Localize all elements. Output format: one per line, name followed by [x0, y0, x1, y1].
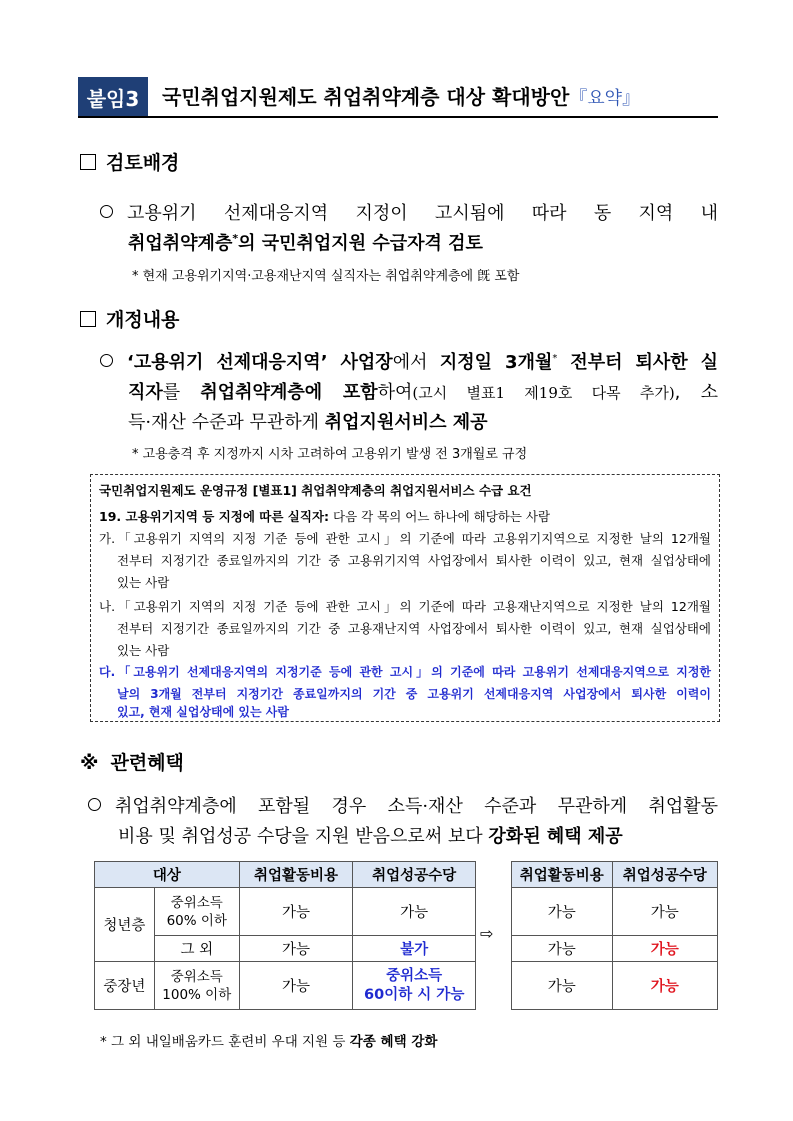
cell: 가능: [239, 962, 353, 1010]
header-target: 대상: [95, 862, 240, 888]
youth-sub-income-60: [154, 888, 239, 936]
bold-text: 취업취약계층에 포함: [200, 382, 378, 403]
regulation-item-ga-line3: 있는 사람: [117, 575, 170, 590]
text: 를: [162, 382, 201, 403]
cell-conditional: [353, 962, 476, 1010]
background-note: * 현재 고용위기지역·고용재난지역 실직자는 취업취약계층에 旣 포함: [132, 269, 520, 284]
cell-allowed-highlight: 가능: [612, 962, 718, 1010]
footnote-mark: *: [552, 353, 558, 364]
benefits-footnote: [100, 1030, 437, 1050]
checkbox-square-icon: [80, 154, 96, 170]
youth-sub-other: 그 외: [154, 936, 239, 962]
after-benefit-table: [511, 861, 718, 1010]
regulation-item-da-line1: 다.「고용위기 선제대응지역의 지정기준 등에 관한 고시」의 기준에 따라 고용위기 선제대응지역으로 지정한: [99, 665, 711, 679]
text: 하여: [377, 382, 413, 403]
cell: 가능: [612, 888, 718, 936]
regulation-item-na-line2: 전부터 지정기간 종료일까지의 기간 중 고용재난지역 사업장에서 퇴사한 이력이 있고, 현재 실업상태에: [117, 621, 711, 636]
mid-sub-income-100: [154, 962, 239, 1010]
text: , 소: [674, 382, 718, 403]
text: 100% 이하: [162, 986, 232, 1003]
text: 중위소득: [170, 894, 223, 911]
regulation-item-ga-line2: 전부터 지정기간 종료일까지의 기간 중 고용위기지역 사업장에서 퇴사한 이력이 있고, 현재 실업상태에: [117, 553, 711, 568]
text: 득·재산 수준과 무관하게: [128, 412, 325, 433]
background-paragraph-line1: [100, 199, 718, 225]
title-suffix: 『요약』: [569, 88, 641, 109]
section-heading-benefits: [80, 748, 184, 775]
regulation-item-na-line1: 나.「고용위기 지역의 지정 기준 등에 관한 고시」의 기준에 따라 고용재난지역으로 지정한 날의 12개월: [99, 599, 711, 614]
bold-text: ‘고용위기 선제대응지역’ 사업장: [127, 352, 393, 373]
cell: 가능: [353, 888, 476, 936]
before-benefit-table: [94, 861, 476, 1010]
header-success-allowance: 취업성공수당: [612, 862, 718, 888]
background-paragraph-line2: [128, 229, 483, 255]
section-heading-revision: [80, 305, 179, 332]
title-text: 국민취업지원제도 취업취약계층 대상 확대방안: [162, 85, 570, 109]
bold-text: 전부터 퇴사한 실: [557, 352, 719, 373]
cell-allowed-highlight: 가능: [612, 936, 718, 962]
page-title: [162, 81, 640, 110]
section-title: 개정내용: [106, 309, 180, 331]
bold-text: 19. 고용위기지역 등 지정에 따른 실직자:: [99, 509, 330, 524]
section-heading-background: [80, 148, 179, 175]
benefits-line1: [88, 792, 718, 818]
text: 60% 이하: [166, 912, 227, 929]
text: 중위소득: [386, 967, 443, 984]
row-label-middle-aged: 중장년: [95, 962, 155, 1010]
cell: 가능: [512, 936, 613, 962]
regulation-item-19: [99, 507, 550, 525]
checkbox-square-icon: [80, 311, 96, 327]
revision-note: * 고용충격 후 지정까지 시차 고려하여 고용위기 발생 전 3개월로 규정: [132, 447, 528, 462]
arrow-right-icon: ⇨: [480, 924, 494, 943]
text: 다음 각 목의 어느 하나에 해당하는 사람: [329, 509, 551, 524]
header-activity-cost: 취업활동비용: [239, 862, 353, 888]
text: 취업취약계층에 포함될 경우 소득·재산 수준과 무관하게 취업활동: [115, 796, 718, 817]
regulation-item-da-line2: 날의 3개월 전부터 지정기간 종료일까지의 기간 중 고용위기 선제대응지역 사업장에서 퇴사한 이력이: [117, 687, 711, 701]
section-title: 관련혜택: [110, 752, 184, 774]
revision-line3: [128, 408, 488, 434]
text: (고시 별표1 제19호 다목 추가): [412, 384, 675, 402]
bold-text: 직자: [128, 382, 163, 403]
cell: 가능: [239, 936, 353, 962]
header-activity-cost: 취업활동비용: [512, 862, 613, 888]
revision-line1: [100, 348, 718, 374]
regulation-item-da-line3: 있고, 현재 실업상태에 있는 사람: [117, 705, 289, 719]
text: * 그 외 내일배움카드 훈련비 우대 지원 등: [100, 1034, 350, 1050]
revision-line2: [128, 378, 718, 404]
bold-text: 의 국민취업지원 수급자격 검토: [238, 233, 483, 254]
regulation-item-ga-line1: 가.「고용위기 지역의 지정 기준 등에 관한 고시」의 기준에 따라 고용위기지역으로 지정한 날의 12개월: [99, 531, 711, 546]
text: 에서: [392, 352, 440, 373]
circle-bullet-icon: [88, 798, 101, 811]
text: 고용위기 선제대응지역 지정이 고시됨에 따라 동 지역 내: [127, 203, 718, 224]
reference-mark-icon: ※: [80, 752, 99, 774]
bold-text: 강화된 혜택 제공: [488, 826, 623, 847]
regulation-title: 국민취업지원제도 운영규정 [별표1] 취업취약계층의 취업지원서비스 수급 요건: [99, 483, 532, 498]
text: 60이하 시 가능: [364, 986, 465, 1003]
text: 비용 및 취업성공 수당을 지원 받음으로써 보다: [118, 826, 489, 847]
row-label-youth: 청년층: [95, 888, 155, 962]
regulation-box: [90, 474, 720, 722]
cell: 가능: [239, 888, 353, 936]
footnote-mark: *: [232, 232, 239, 245]
cell: 가능: [512, 962, 613, 1010]
text: 중위소득: [170, 968, 223, 985]
benefits-line2: [118, 822, 623, 848]
bold-text: 각종 혜택 강화: [349, 1034, 438, 1050]
bold-text: 취업취약계층: [128, 233, 233, 254]
bold-text: 취업지원서비스 제공: [324, 412, 488, 433]
cell: 가능: [512, 888, 613, 936]
circle-bullet-icon: [100, 354, 113, 367]
circle-bullet-icon: [100, 205, 113, 218]
regulation-item-na-line3: 있는 사람: [117, 643, 170, 658]
section-title: 검토배경: [106, 152, 180, 174]
bold-text: 지정일 3개월: [439, 352, 553, 373]
title-underline: [78, 116, 718, 118]
header-success-allowance: 취업성공수당: [353, 862, 476, 888]
attachment-badge: 붙임3: [78, 77, 148, 117]
cell-not-allowed: 불가: [353, 936, 476, 962]
